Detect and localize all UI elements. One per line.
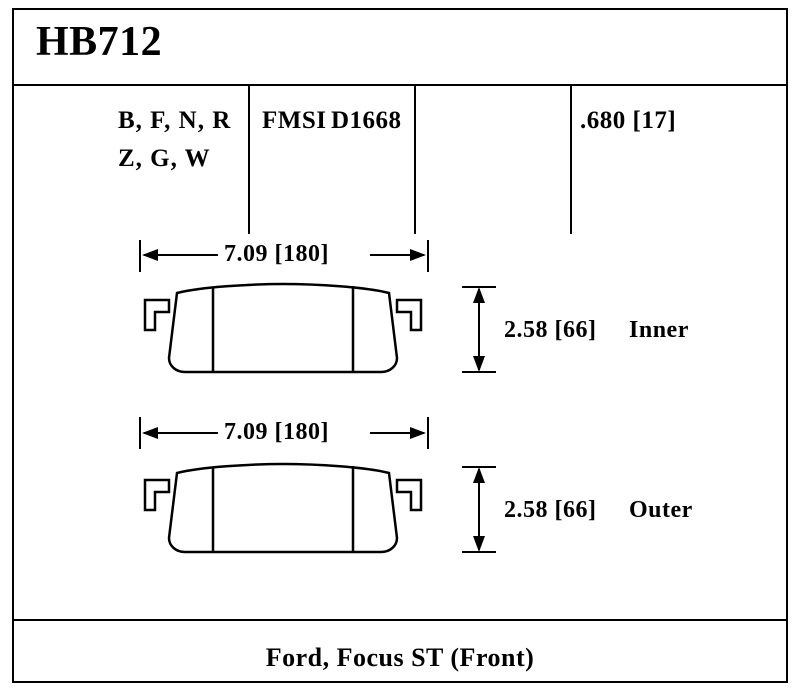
outer-width-dimension-label: 7.09 [180] — [224, 419, 329, 445]
compound-codes-line-2: Z, G, W — [118, 145, 211, 172]
outer-position-label: Outer — [629, 497, 693, 523]
inner-position-label: Inner — [629, 317, 689, 343]
inner-height-dimension-arrow — [462, 287, 496, 372]
footer-divider — [12, 619, 788, 621]
inner-width-dimension-label: 7.09 [180] — [224, 241, 329, 267]
fmsi-label: FMSI — [262, 107, 327, 134]
inner-brake-pad-shape — [145, 284, 421, 372]
compound-codes-line-1: B, F, N, R — [118, 107, 232, 134]
fmsi-value: D1668 — [331, 107, 402, 134]
outer-brake-pad-shape — [145, 464, 421, 552]
outer-height-dimension-label: 2.58 [66] — [504, 497, 597, 523]
vehicle-application: Ford, Focus ST (Front) — [265, 643, 535, 672]
part-number: HB712 — [36, 19, 163, 65]
thickness-value: .680 [17] — [580, 107, 677, 134]
inner-height-dimension-label: 2.58 [66] — [504, 317, 597, 343]
outer-height-dimension-arrow — [462, 467, 496, 552]
